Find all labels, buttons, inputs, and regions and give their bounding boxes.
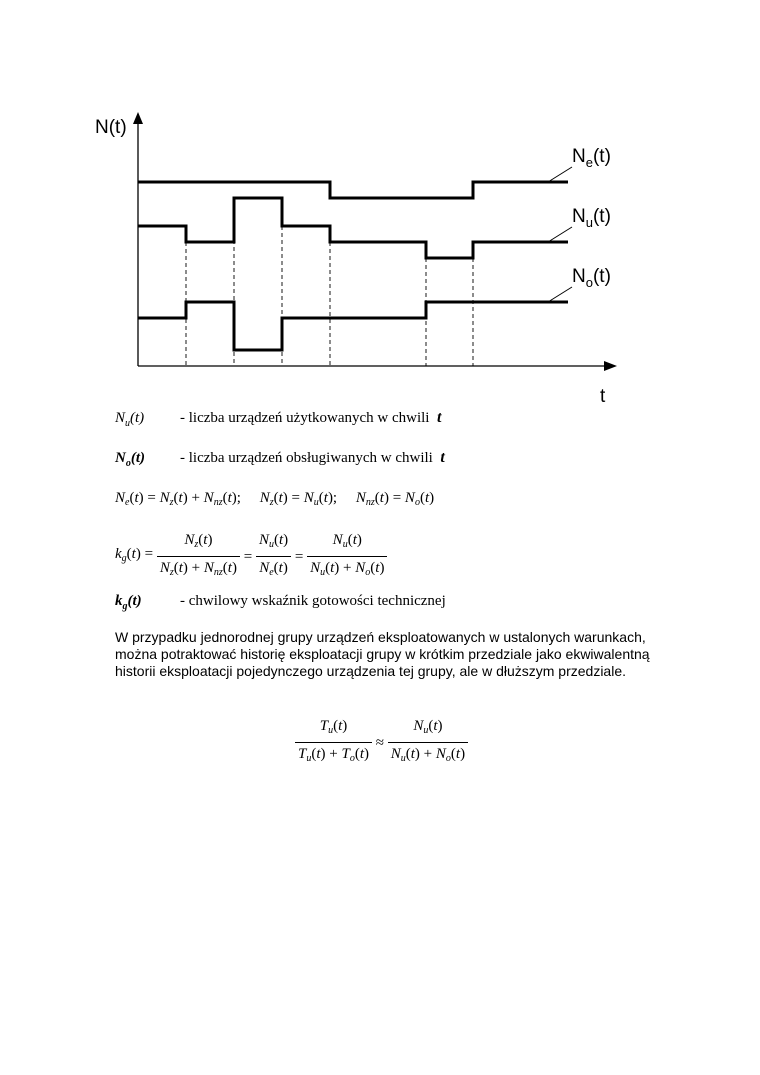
y-axis-label: N(t): [95, 117, 127, 138]
paragraph-line: W przypadku jednorodnej grupy urządzeń eksploatowanych w ustalonych warunkach,: [115, 629, 646, 645]
definition-text: - chwilowy wskaźnik gotowości technicznej: [180, 593, 446, 609]
x-axis-arrow: [604, 361, 617, 371]
leader-nu: [548, 227, 572, 242]
symbol-nu: $N_u(t)$: [115, 410, 145, 429]
series-line-nu: [138, 198, 568, 258]
series-label-nu: $N_u(t)$: [572, 206, 611, 230]
definition-text: - liczba urządzeń obsługiwanych w chwili t: [180, 449, 445, 466]
equation-relations: $N_e(t) = N_z(t) + N_{nz}(t)$; $N_z(t) = N_u(t)$; $N_{nz}(t) = N_o(t)$: [115, 490, 435, 508]
series-label-no: $N_o(t)$: [572, 266, 611, 290]
time-guides: [186, 198, 473, 366]
symbol-kg: $k_g(t)$: [115, 593, 142, 612]
y-axis-arrow: [133, 112, 143, 124]
x-axis-label: t: [600, 386, 606, 407]
series-line-ne: [138, 182, 548, 198]
series-label-ne: $N_e(t)$: [572, 146, 611, 170]
equation-approximation: $\frac{T_u(t)}{T_u(t) + T_o(t)}$ ≈ $\frac{N_u(t)}{N_u(t) + N_o(t)}$: [295, 716, 468, 769]
step-diagram: [0, 0, 760, 410]
definition-text: - liczba urządzeń użytkowanych w chwili t: [180, 409, 442, 426]
leader-ne: [548, 167, 572, 182]
explanation-paragraph: [115, 629, 675, 680]
series-line-no: [138, 302, 568, 350]
paragraph-line: historii eksploatacji pojedynczego urządzenia tej grupy, ale w dłuższym przedziale.: [115, 663, 626, 679]
leader-no: [548, 287, 572, 302]
symbol-no: $N_o(t)$: [115, 450, 146, 469]
paragraph-line: można potraktować historię eksploatacji grupy w krótkim przedziale jako ekwiwalentną: [115, 646, 650, 662]
equation-kg: $k_g(t)$ = $\frac{N_z(t)}{N_z(t) + N_{nz}(t)}$ = $\frac{N_u(t)}{N_e(t)}$ = $\frac{N_u(t)}{N_u(t) + N_o(t)}$: [115, 530, 387, 583]
